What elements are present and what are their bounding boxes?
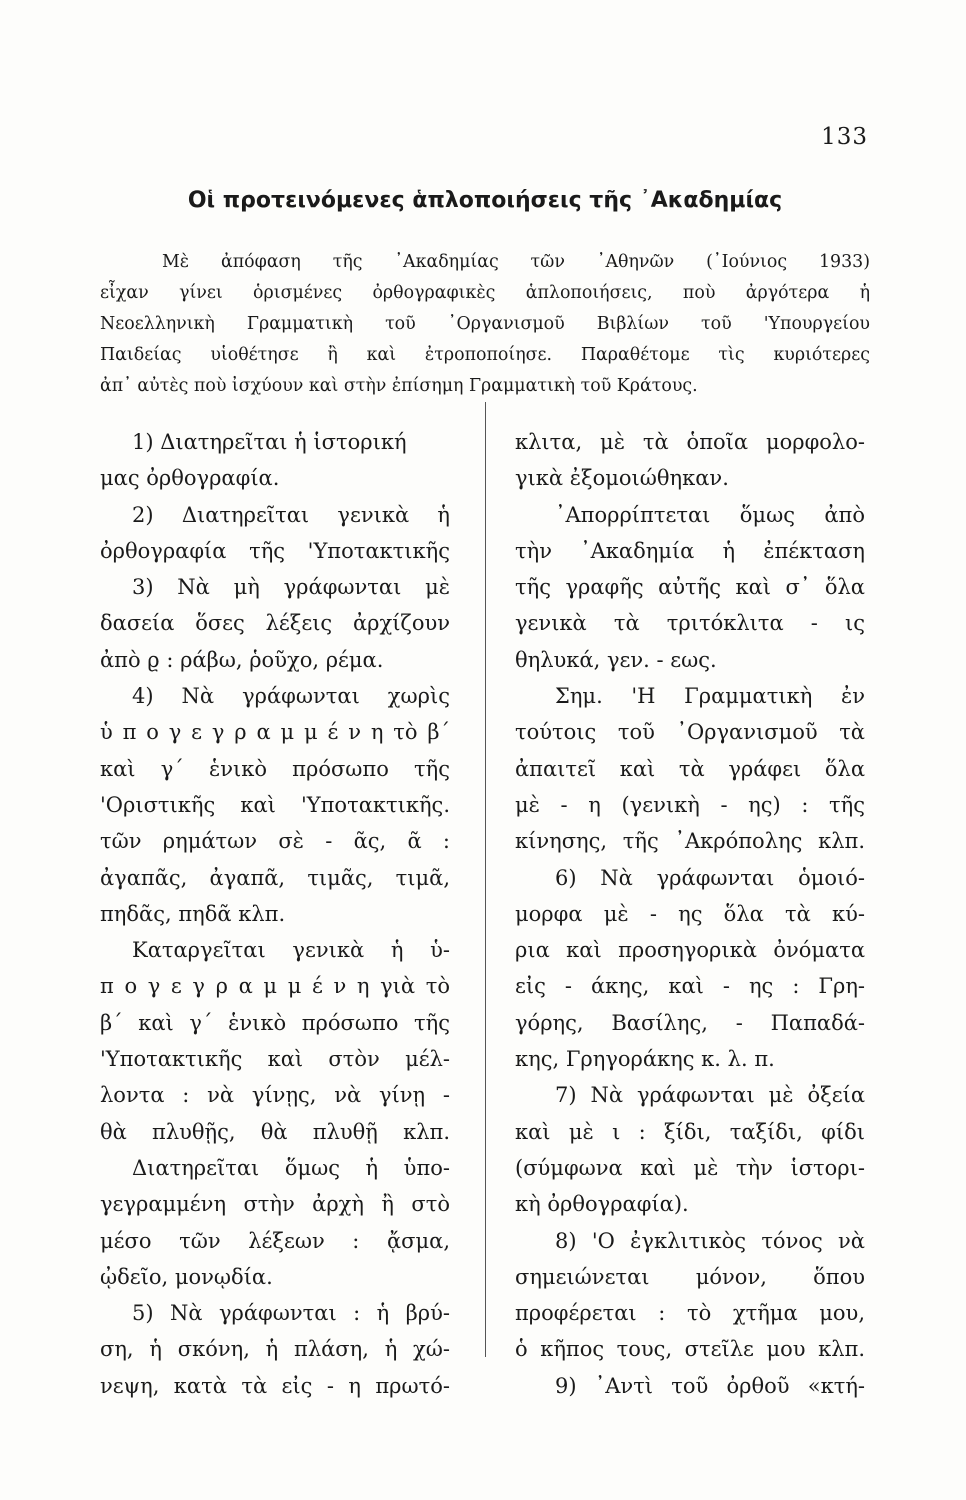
text-line: μας ὀρθογραφία. — [100, 466, 280, 491]
intro-line: Μὲ ἀπόφαση τῆς ᾿Ακαδημίας τῶν ᾿Αθηνῶν (᾿Ιούνιος 1933) — [162, 252, 870, 272]
text-line: ση, ἡ σκόνη, ἡ πλάση, ἡ χώ- — [100, 1337, 450, 1362]
text-line: τούτοις τοῦ ᾿Οργανισμοῦ τὰ — [515, 720, 865, 745]
text-line: 8) 'Ο ἐγκλιτικὸς τόνος νὰ — [555, 1228, 865, 1253]
text-line: 1) Διατηρεῖται ἡ ἱστορική — [132, 430, 407, 454]
text-line: γικὰ ἐξομοιώθηκαν. — [515, 466, 729, 491]
text-line: ρια καὶ προσηγορικὰ ὀνόματα — [515, 938, 865, 963]
right-column — [515, 424, 865, 1404]
text-line: 3) Νὰ μὴ γράφωνται μὲ — [132, 575, 450, 600]
text-line: Σημ. 'Η Γραμματικὴ ἐν — [555, 684, 865, 709]
text-line: ὑ π ο γ ε γ ρ α μ μ έ ν η τὸ β΄ — [100, 720, 450, 745]
left-column — [100, 424, 450, 1404]
text-line: λοντα : νὰ γίνῃς, νὰ γίνῃ - — [100, 1083, 450, 1108]
text-line: καὶ γ΄ ἑνικὸ πρόσωπο τῆς — [100, 756, 450, 781]
text-line: 7) Νὰ γράφωνται μὲ ὀξεία — [555, 1083, 865, 1108]
text-line: πηδᾶς, πηδᾶ κλπ. — [100, 901, 286, 926]
text-line: κλιτα, μὲ τὰ ὁποῖα μορφολο- — [515, 430, 865, 454]
text-line: ἀγαπᾶς, ἀγαπᾶ, τιμᾶς, τιμᾶ, — [100, 865, 450, 890]
text-line: β΄ καὶ γ΄ ἑνικὸ πρόσωπο τῆς — [100, 1010, 450, 1035]
text-line: τῆς γραφῆς αὐτῆς καὶ σ᾿ ὅλα — [515, 575, 865, 600]
text-line: 'Οριστικῆς καὶ 'Υποτακτικῆς. — [100, 792, 450, 817]
intro-paragraph — [100, 247, 870, 402]
text-line: ὁ κῆπος τους, στεῖλε μου κλπ. — [515, 1337, 865, 1362]
text-line: καὶ μὲ ι : ξίδι, ταξίδι, φίδι — [515, 1119, 865, 1144]
text-line: γόρης, Βασίλης, - Παπαδά- — [515, 1010, 865, 1035]
text-line: δασεία ὅσες λέξεις ἀρχίζουν — [100, 611, 450, 636]
text-line: 'Υποτακτικῆς καὶ στὸν μέλ- — [100, 1047, 450, 1072]
intro-line: Παιδείας υἱοθέτησε ἢ καὶ ἐτροποποίησε. Παραθέτομε τὶς κυριότερες — [100, 345, 870, 365]
text-line: ἀπαιτεῖ καὶ τὰ γράφει ὅλα — [515, 756, 865, 781]
intro-line: ἀπ᾿ αὐτὲς ποὺ ἰσχύουν καὶ στὴν ἐπίσημη Γραμματικὴ τοῦ Κράτους. — [100, 376, 698, 396]
text-line: 5) Νὰ γράφωνται : ἡ βρύ- — [132, 1301, 450, 1326]
text-line: ἀπὸ ϱ : ράβω, ῥοῦχο, ρέμα. — [100, 647, 384, 672]
text-line: (σύμφωνα καὶ μὲ τὴν ἱστορι- — [515, 1155, 865, 1180]
page-number: 133 — [821, 124, 868, 150]
text-line: θὰ πλυθῇς, θὰ πλυθῇ κλπ. — [100, 1119, 450, 1144]
intro-line: Νεοελληνικὴ Γραμματικὴ τοῦ ᾿Οργανισμοῦ Βιβλίων τοῦ 'Υπουργείου — [100, 314, 870, 334]
text-line: νεψη, κατὰ τὰ εἰς - η πρωτό- — [100, 1373, 450, 1398]
text-line: π ο γ ε γ ρ α μ μ έ ν η γιὰ τὸ — [100, 974, 450, 999]
text-line: ᾿Απορρίπτεται ὅμως ἀπὸ — [555, 502, 865, 527]
text-line: προφέρεται : τὸ χτῆμα μου, — [515, 1301, 865, 1326]
section-title: Οἱ προτεινόμενες ἁπλοποιήσεις τῆς ᾿Ακαδημίας — [187, 188, 783, 213]
text-line: τὴν ᾿Ακαδημία ἡ ἐπέκταση — [515, 538, 865, 563]
text-line: θηλυκά, γεν. - εως. — [515, 647, 717, 672]
text-line: 9) ᾿Αντὶ τοῦ ὀρθοῦ «κτή- — [555, 1373, 865, 1398]
text-line: κης, Γρηγοράκης κ. λ. π. — [515, 1047, 775, 1072]
text-line: ᾠδεῖο, μονῳδία. — [100, 1264, 273, 1289]
text-line: μὲ - η (γενικὴ - ης) : τῆς — [515, 792, 865, 817]
text-line: εἰς - άκης, καὶ - ης : Γρη- — [515, 974, 865, 999]
text-line: μέσο τῶν λέξεων : ᾄσμα, — [100, 1228, 450, 1253]
text-line: τῶν ρημάτων σὲ - ᾶς, ᾶ : — [100, 829, 450, 854]
text-line: κὴ ὀρθογραφία). — [515, 1192, 689, 1217]
text-line: ὀρθογραφία τῆς 'Υποτακτικῆς — [100, 538, 450, 563]
intro-line: εἶχαν γίνει ὁρισμένες ὀρθογραφικὲς ἁπλοποιήσεις, ποὺ ἀργότερα ἡ — [100, 283, 870, 303]
text-line: 6) Νὰ γράφωνται ὁμοιό- — [555, 865, 865, 890]
text-line: μορφα μὲ - ης ὅλα τὰ κύ- — [515, 901, 865, 926]
column-divider — [485, 402, 486, 1357]
text-line: 4) Νὰ γράφωνται χωρὶς — [132, 684, 450, 709]
text-line: κίνησης, τῆς ᾿Ακρόπολης κλπ. — [515, 829, 865, 854]
text-line: Καταργεῖται γενικὰ ἡ ὑ- — [132, 938, 450, 963]
text-line: 2) Διατηρεῖται γενικὰ ἡ — [132, 502, 450, 527]
text-line: σημειώνεται μόνον, ὅπου — [515, 1264, 865, 1289]
text-line: Διατηρεῖται ὅμως ἡ ὑπο- — [132, 1155, 450, 1180]
text-line: γενικὰ τὰ τριτόκλιτα - ις — [515, 611, 865, 636]
text-line: γεγραμμένη στὴν ἀρχὴ ἢ στὸ — [100, 1192, 450, 1217]
